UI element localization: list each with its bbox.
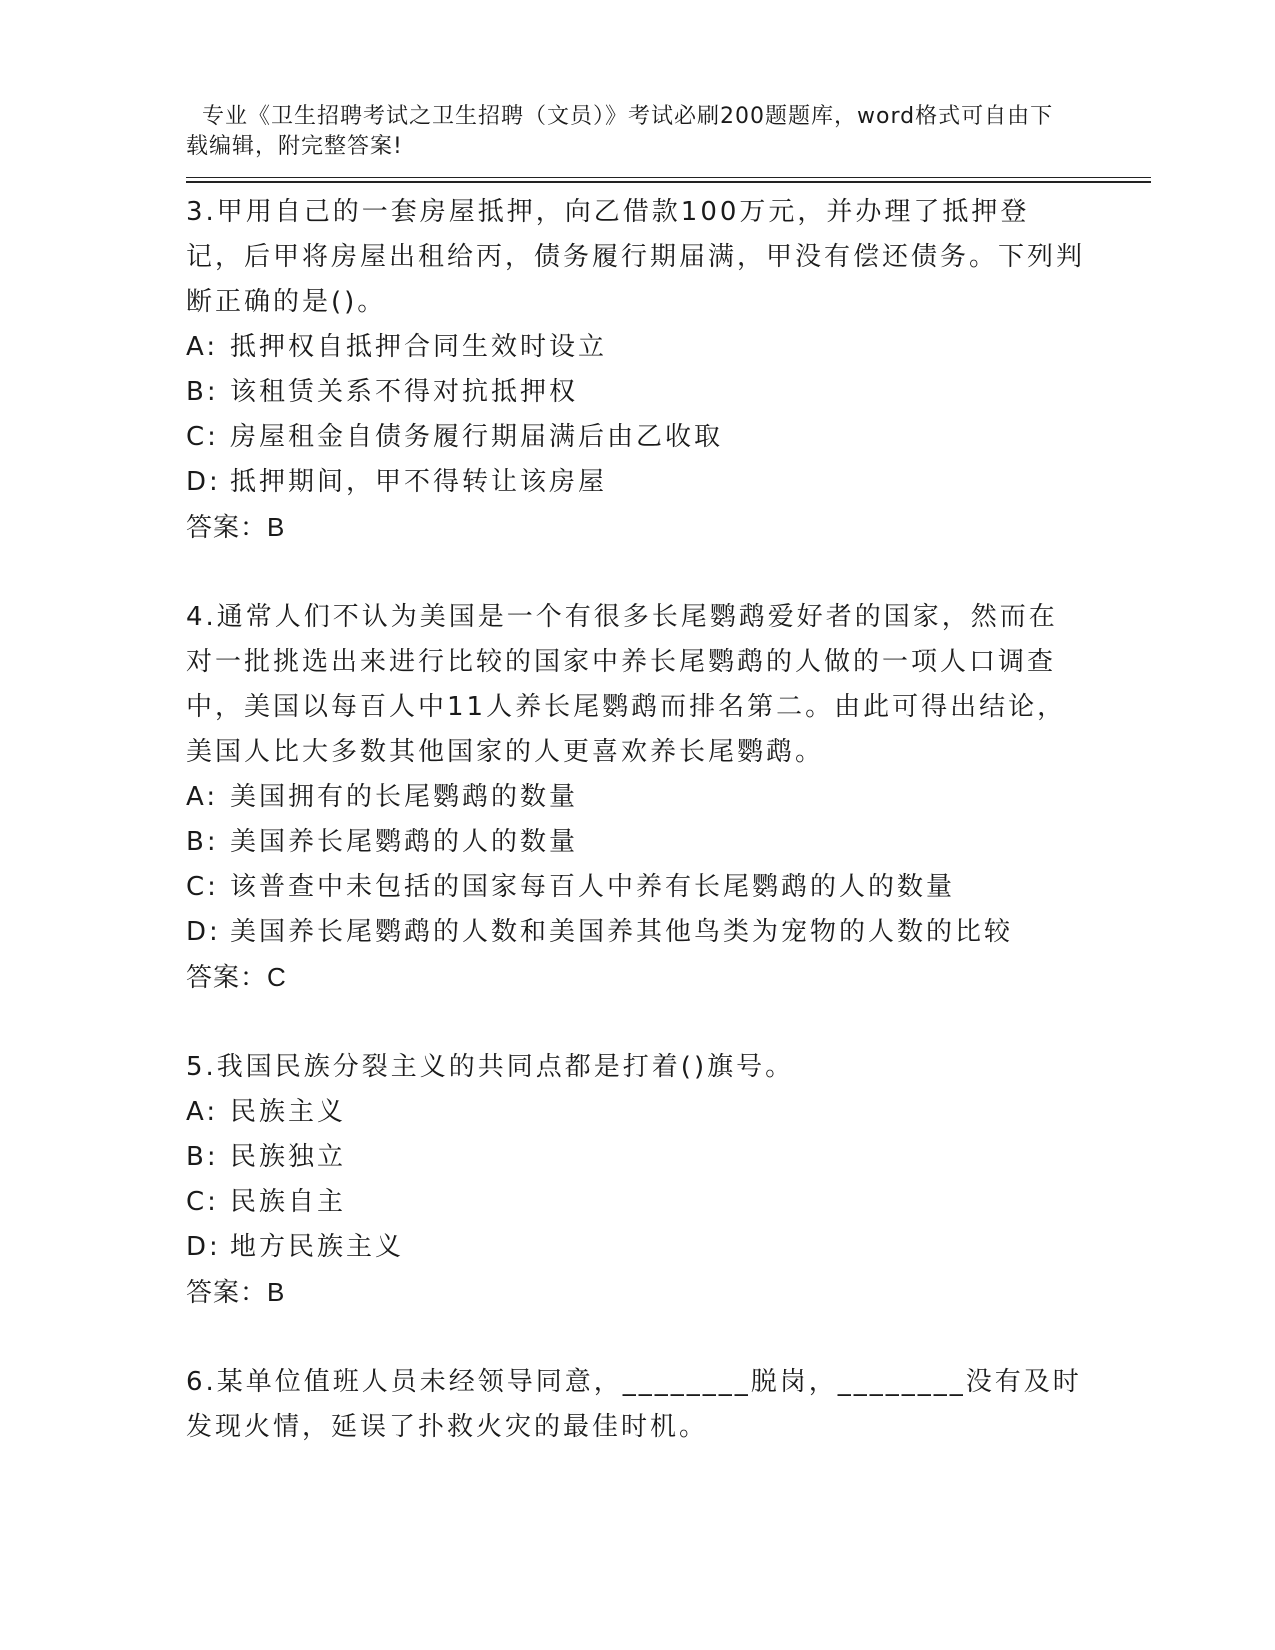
question-list	[186, 190, 1086, 1450]
option-d	[186, 1225, 1086, 1270]
option-text: 抵押权自抵押合同生效时设立	[230, 332, 608, 362]
option-text: 美国养长尾鹦鹉的人数和美国养其他鸟类为宠物的人数的比较	[230, 917, 1014, 947]
option-text: 该租赁关系不得对抗抵押权	[230, 377, 579, 407]
answer-label: 答案：B	[186, 1277, 286, 1307]
question-stem: 3.甲用自己的一套房屋抵押，向乙借款100万元，并办理了抵押登记，后甲将房屋出租给丙，债务履行期届满，甲没有偿还债务。下列判断正确的是()。	[186, 197, 1086, 317]
spacer	[186, 550, 1086, 595]
option-key: B:	[186, 377, 219, 407]
question-3	[186, 190, 1086, 550]
question-5	[186, 1045, 1086, 1315]
option-text: 民族自主	[230, 1187, 347, 1217]
option-text: 地方民族主义	[230, 1232, 405, 1262]
option-c	[186, 865, 1086, 910]
option-key: A:	[186, 1097, 219, 1127]
option-text: 美国养长尾鹦鹉的人的数量	[230, 827, 579, 857]
option-key: D:	[186, 467, 221, 497]
answer-label: 答案：C	[186, 962, 287, 992]
option-key: A:	[186, 332, 219, 362]
question-stem: 4.通常人们不认为美国是一个有很多长尾鹦鹉爱好者的国家，然而在对一批挑选出来进行比较的国家中养长尾鹦鹉的人做的一项人口调查中，美国以每百人中11人养长尾鹦鹉而排名第二。由此可得出结论，美国人比大多数其他国家的人更喜欢养长尾鹦鹉。	[186, 602, 1067, 767]
option-key: C:	[186, 872, 219, 902]
header-divider-bold	[186, 181, 1151, 183]
header-text: 专业《卫生招聘考试之卫生招聘（文员）》考试必刷200题题库，word格式可自由下载编辑，附完整答案!	[186, 104, 1054, 159]
spacer	[186, 1000, 1086, 1045]
option-key: B:	[186, 1142, 219, 1172]
header-divider	[186, 177, 1151, 178]
option-text: 民族主义	[230, 1097, 347, 1127]
option-text: 美国拥有的长尾鹦鹉的数量	[230, 782, 579, 812]
question-stem: 6.某单位值班人员未经领导同意，________脱岗，________没有及时发现火情，延误了扑救火灾的最佳时机。	[186, 1367, 1082, 1442]
option-key: C:	[186, 422, 219, 452]
option-b	[186, 1135, 1086, 1180]
option-key: B:	[186, 827, 219, 857]
option-d	[186, 460, 1086, 505]
page-header	[186, 72, 1066, 162]
question-4	[186, 595, 1086, 1000]
option-key: D:	[186, 917, 221, 947]
option-key: A:	[186, 782, 219, 812]
spacer	[186, 1315, 1086, 1360]
option-key: C:	[186, 1187, 219, 1217]
option-d	[186, 910, 1086, 955]
option-b	[186, 370, 1086, 415]
option-key: D:	[186, 1232, 221, 1262]
option-a	[186, 775, 1086, 820]
option-c	[186, 415, 1086, 460]
option-c	[186, 1180, 1086, 1225]
option-text: 该普查中未包括的国家每百人中养有长尾鹦鹉的人的数量	[230, 872, 956, 902]
option-text: 房屋租金自债务履行期届满后由乙收取	[230, 422, 724, 452]
option-text: 民族独立	[230, 1142, 347, 1172]
answer-label: 答案：B	[186, 512, 286, 542]
option-a	[186, 325, 1086, 370]
option-text: 抵押期间，甲不得转让该房屋	[230, 467, 608, 497]
option-a	[186, 1090, 1086, 1135]
question-6	[186, 1360, 1086, 1450]
option-b	[186, 820, 1086, 865]
question-stem: 5.我国民族分裂主义的共同点都是打着()旗号。	[186, 1052, 795, 1082]
